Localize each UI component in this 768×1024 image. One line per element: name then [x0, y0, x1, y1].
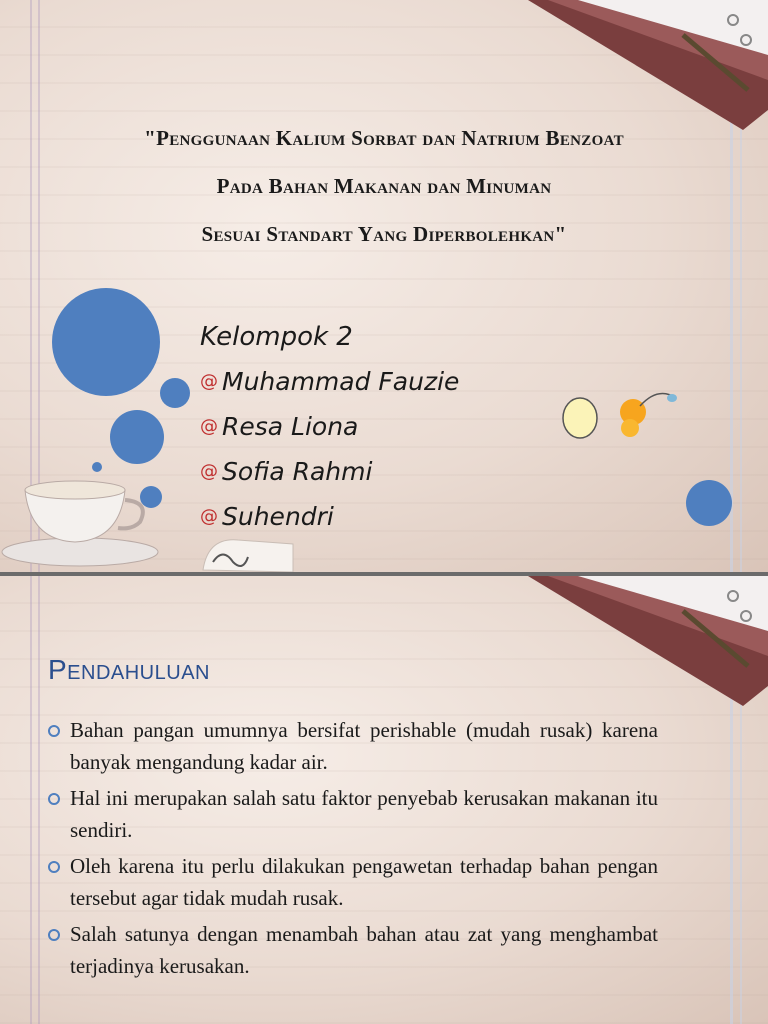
member-name: Suhendri	[222, 502, 334, 531]
decorative-circle	[52, 288, 160, 396]
slide-heading: Pendahuluan	[48, 654, 210, 685]
teacup-icon	[0, 470, 200, 572]
introduction-slide	[0, 576, 768, 1024]
decorative-circle	[160, 378, 190, 408]
circle-bullet-icon	[48, 929, 60, 941]
egg-and-chick-icon	[558, 384, 683, 444]
at-bullet-icon: @	[200, 506, 218, 527]
member-name: Resa Liona	[222, 412, 359, 441]
notebook-pen-icon	[508, 0, 768, 130]
bullet-list	[46, 714, 658, 986]
group-members	[200, 315, 459, 539]
circle-bullet-icon	[48, 793, 60, 805]
list-item	[46, 850, 658, 914]
title-line: Sesuai Standart Yang Diperbolehkan"	[201, 222, 567, 246]
at-bullet-icon: @	[200, 371, 218, 392]
circle-bullet-icon	[48, 861, 60, 873]
at-bullet-icon: @	[200, 461, 218, 482]
group-title: Kelompok 2	[200, 322, 353, 352]
list-item-text: Salah satunya dengan menambah bahan atau zat yang menghambat terjadinya kerusakan.	[70, 922, 658, 978]
member-item	[200, 449, 459, 494]
margin-line	[38, 576, 40, 1024]
member-name: Sofia Rahmi	[222, 457, 373, 486]
member-name: Muhammad Fauzie	[222, 367, 460, 396]
list-item-text: Oleh karena itu perlu dilakukan pengawetan terhadap bahan pengan tersebut agar tidak mudah rusak.	[70, 854, 658, 910]
list-item	[46, 714, 658, 778]
circle-bullet-icon	[48, 725, 60, 737]
list-item-text: Bahan pangan umumnya bersifat perishable (mudah rusak) karena banyak mengandung kadar air.	[70, 718, 658, 774]
title-line: "Penggunaan Kalium Sorbat dan Natrium Benzoat	[144, 126, 624, 150]
member-item	[200, 404, 459, 449]
decorative-circle	[686, 480, 732, 526]
decorative-circle	[110, 410, 164, 464]
margin-line	[30, 576, 32, 1024]
list-item	[46, 782, 658, 846]
list-item	[46, 918, 658, 982]
member-item	[200, 359, 459, 404]
at-bullet-icon: @	[200, 416, 218, 437]
notebook-pen-icon	[508, 576, 768, 706]
slide-title	[0, 118, 768, 262]
title-line: Pada Bahan Makanan dan Minuman	[216, 174, 552, 198]
list-item-text: Hal ini merupakan salah satu faktor penyebab kerusakan makanan itu sendiri.	[70, 786, 658, 842]
member-item	[200, 494, 459, 539]
